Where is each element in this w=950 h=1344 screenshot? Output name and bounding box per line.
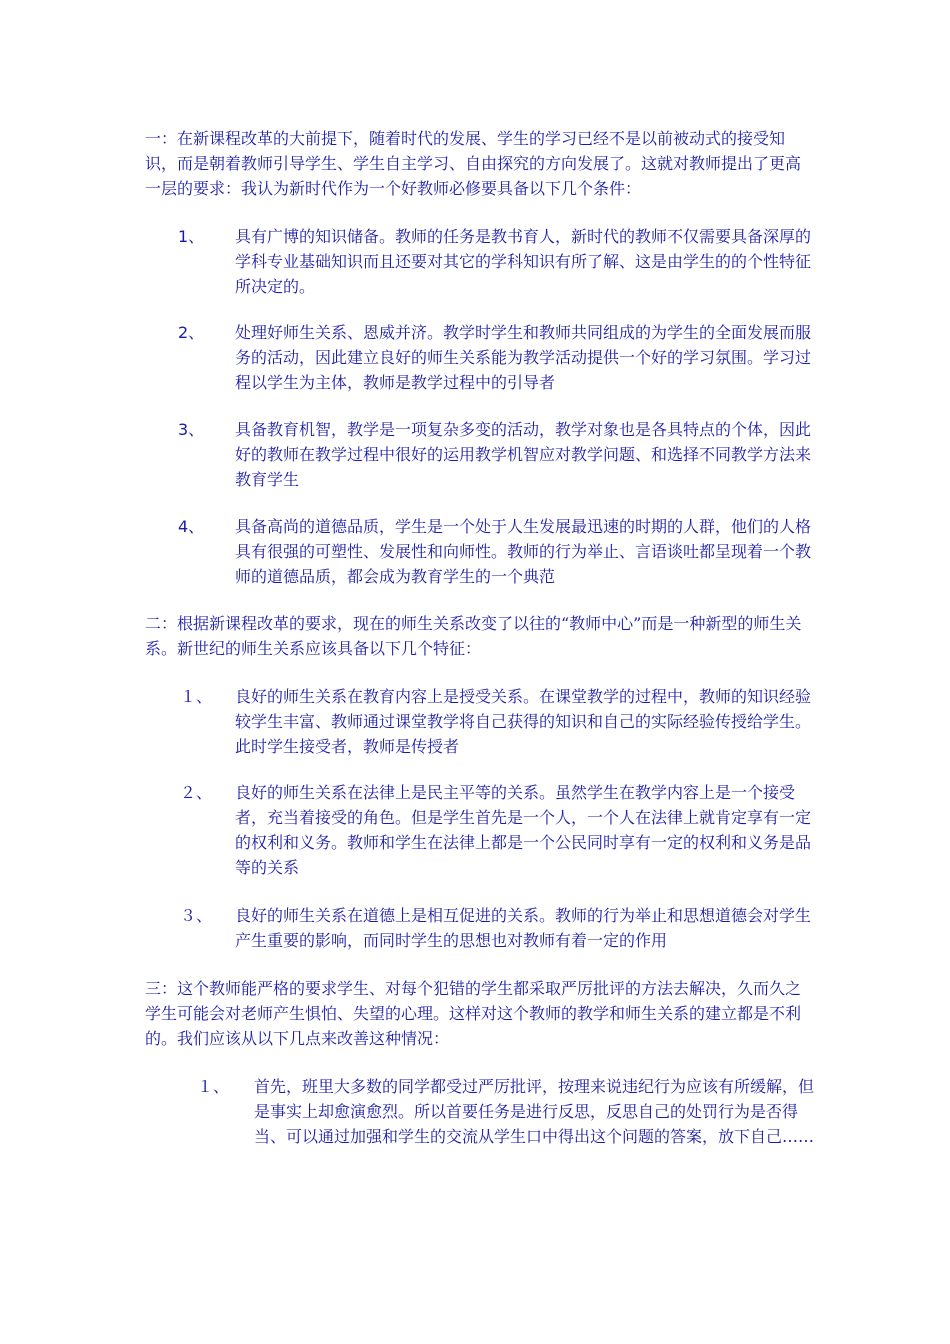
section3-intro: 三：这个教师能严格的要求学生、对每个犯错的学生都采取严厉批评的方法去解决，久而久之学生可能会对老师产生惧怕、失望的心理。这样对这个教师的教学和师生关系的建立都是不利的。我们应该从以下几点来改善这种情况：	[145, 979, 802, 1048]
section1-intro: 一：在新课程改革的大前提下，随着时代的发展、学生的学习已经不是以前被动式的接受知识，而是朝着教师引导学生、学生自主学习、自由探究的方向发展了。这就对教师提出了更高一层的要求：我认为新时代作为一个好教师必修要具备以下几个条件：	[145, 129, 802, 198]
item-number: １、	[197, 1077, 230, 1096]
item-number: 2、	[178, 323, 205, 342]
item-text: 具备教育机智，教学是一项复杂多变的活动，教学对象也是各具特点的个体，因此好的教师在教学过程中很好的运用教学机智应对教学问题、和选择不同教学方法来教育学生	[235, 420, 812, 489]
item-number: １、	[180, 687, 213, 706]
item-number: 3、	[178, 420, 205, 439]
item-number: ２、	[180, 783, 213, 802]
item-text: 处理好师生关系、恩威并济。教学时学生和教师共同组成的为学生的全面发展而服务的活动，因此建立良好的师生关系能为教学活动提供一个好的学习氛围。学习过程以学生为主体，教师是教学过程中的引导者	[235, 323, 812, 392]
item-text: 良好的师生关系在道德上是相互促进的关系。教师的行为举止和思想道德会对学生产生重要的影响，而同时学生的思想也对教师有着一定的作用	[235, 906, 812, 950]
item-text: 具有广博的知识储备。教师的任务是教书育人，新时代的教师不仅需要具备深厚的学科专业基础知识而且还要对其它的学科知识有所了解、这是由学生的的个性特征所决定的。	[235, 227, 812, 296]
section2-intro: 二：根据新课程改革的要求，现在的师生关系改变了以往的“教师中心”而是一种新型的师生关系。新世纪的师生关系应该具备以下几个特征：	[145, 614, 802, 658]
item-number: ３、	[180, 906, 213, 925]
item-text: 具备高尚的道德品质，学生是一个处于人生发展最迅速的时期的人群，他们的人格具有很强的可塑性、发展性和向师性。教师的行为举止、言语谈吐都呈现着一个教师的道德品质，都会成为教育学生的一个典范	[235, 517, 812, 586]
item-number: 4、	[178, 517, 205, 536]
item-text: 首先，班里大多数的同学都受过严厉批评，按理来说违纪行为应该有所缓解，但是事实上却愈演愈烈。所以首要任务是进行反思，反思自己的处罚行为是否得当、可以通过加强和学生的交流从学生口中得出这个问题的答案，放下自己……	[254, 1077, 815, 1146]
item-number: 1、	[178, 227, 205, 246]
item-text: 良好的师生关系在法律上是民主平等的关系。虽然学生在教学内容上是一个接受者，充当着接受的角色。但是学生首先是一个人，一个人在法律上就肯定享有一定的权利和义务。教师和学生在法律上都是一个公民同时享有一定的权利和义务是品等的关系	[235, 783, 812, 877]
item-text: 良好的师生关系在教育内容上是授受关系。在课堂教学的过程中，教师的知识经验较学生丰富、教师通过课堂教学将自己获得的知识和自己的实际经验传授给学生。此时学生接受者，教师是传授者	[235, 687, 812, 756]
